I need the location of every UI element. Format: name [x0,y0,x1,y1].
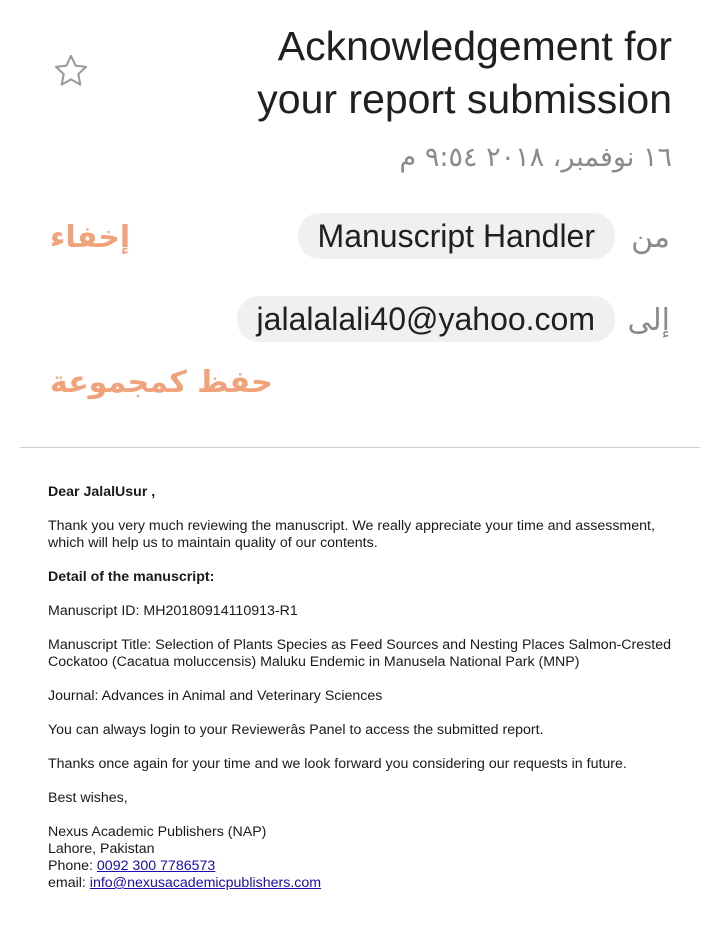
sign-off: Best wishes, [48,790,128,806]
manuscript-title: Manuscript Title: Selection of Plants Species as Feed Sources and Nesting Places Salmon-Crested Cockatoo (Cacatua moluccensis) Maluku Endemic in Manusela National Park (MNP) [48,637,671,670]
email-body [48,484,678,892]
closing-paragraph: Thanks once again for your time and we look forward you considering our requests in future. [48,756,627,772]
journal-name: Journal: Advances in Animal and Veterinary Sciences [48,688,383,704]
phone-label: Phone: [48,858,97,874]
subject-line-2: your report submission [257,76,672,122]
greeting: Dear JalalUsur , [48,484,156,500]
org-name: Nexus Academic Publishers (NAP) [48,824,267,840]
header-divider [20,447,700,448]
from-label: من [631,220,670,255]
sender-chip[interactable]: Manuscript Handler [298,213,615,259]
email-line [48,875,678,892]
phone-line [48,858,678,875]
manuscript-id: Manuscript ID: MH20180914110913-R1 [48,603,298,619]
hide-details-button[interactable]: إخفاء [50,220,131,255]
email-subject [257,20,672,126]
login-note: You can always login to your Reviewerâs Panel to access the submitted report. [48,722,544,738]
email-label: email: [48,875,90,891]
thanks-paragraph: Thank you very much reviewing the manuscript. We really appreciate your time and assessment, which will help us to maintain quality of our contents. [48,518,655,551]
email-date: ١٦ نوفمبر، ٢٠١٨ ٩:٥٤ م [399,142,672,173]
to-label: إلى [627,303,670,338]
phone-link[interactable]: 0092 300 7786573 [96,858,216,874]
org-location: Lahore, Pakistan [48,841,155,857]
subject-line-1: Acknowledgement for [277,23,672,69]
detail-heading: Detail of the manuscript: [48,569,215,585]
email-link[interactable]: info@nexusacademicpublishers.com [89,875,322,891]
save-as-group-button[interactable]: حفظ كمجموعة [50,365,273,400]
star-icon[interactable] [52,52,90,90]
recipient-chip[interactable]: jalalalali40@yahoo.com [237,296,615,342]
